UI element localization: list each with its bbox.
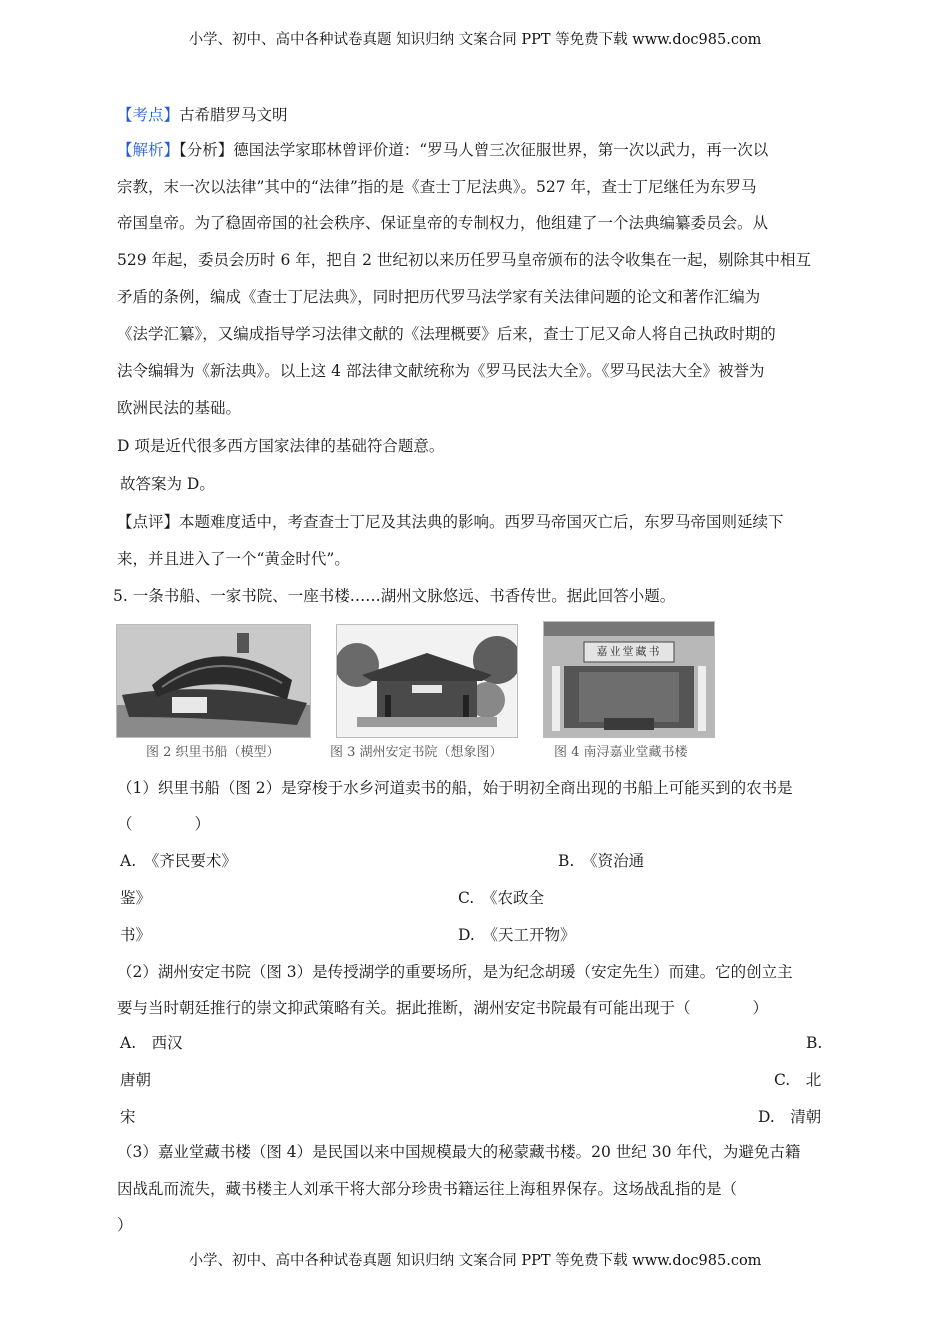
q1-option-d[interactable]: D. 《天工开物》 bbox=[458, 926, 576, 944]
figure-4-plaque-text: 嘉业堂藏书 bbox=[596, 645, 662, 658]
q1-option-c[interactable]: C. 《农政全 bbox=[458, 889, 544, 907]
q1-option-c-cont: 书》 bbox=[120, 926, 152, 944]
q2-stem-line-1: （2）湖州安定书院（图 3）是传授湖学的重要场所，是为纪念胡瑗（安定先生）而建。它的创立主 bbox=[117, 963, 793, 981]
d-option-note: D 项是近代很多西方国家法律的基础符合题意。 bbox=[117, 437, 445, 455]
page-footer: 小学、初中、高中各种试卷真题 知识归纳 文案合同 PPT 等免费下载 www.doc985.com bbox=[188, 1253, 762, 1269]
figure-3-academy-image bbox=[336, 624, 518, 738]
jiexi-line-1 bbox=[117, 139, 768, 161]
answer-line: 故答案为 D。 bbox=[120, 475, 215, 493]
q3-stem-line-3: ） bbox=[117, 1216, 133, 1234]
figure-2-caption: 图 2 织里书船（模型） bbox=[146, 745, 280, 760]
jiexi-line-2: 宗教，末一次以法律”其中的“法律”指的是《查士丁尼法典》。527 年，查士丁尼继任为东罗马 bbox=[117, 178, 757, 196]
jiexi-line-6: 《法学汇纂》，又编成指导学习法律文献的《法理概要》后来，查士丁尼又命人将自己执政时期的 bbox=[117, 325, 776, 343]
jiexi-line-5: 矛盾的条例，编成《查士丁尼法典》，同时把历代罗马法学家有关法律问题的论文和著作汇编为 bbox=[117, 288, 761, 306]
q1-option-b[interactable]: B. 《资治通 bbox=[558, 852, 645, 870]
kaodian-tag: 【考点】 bbox=[117, 106, 180, 124]
jiexi-line-3: 帝国皇帝。为了稳固帝国的社会秩序、保证皇帝的专制权力，他组建了一个法典编纂委员会。从 bbox=[117, 214, 769, 232]
q2-option-b-cont: 唐朝 bbox=[120, 1071, 152, 1089]
jiexi-text-0: 【分析】德国法学家耶林曾评价道：“罗马人曾三次征服世界，第一次以武力，再一次以 bbox=[179, 141, 769, 159]
figure-4-caption: 图 4 南浔嘉业堂藏书楼 bbox=[554, 745, 688, 760]
q2-option-c-cont: 宋 bbox=[120, 1108, 136, 1126]
dianping-line-1: 【点评】本题难度适中，考查查士丁尼及其法典的影响。西罗马帝国灭亡后，东罗马帝国则延续下 bbox=[117, 513, 784, 531]
jiexi-tag: 【解析】 bbox=[117, 141, 180, 159]
q3-stem-line-2: 因战乱而流失，藏书楼主人刘承干将大部分珍贵书籍运往上海租界保存。这场战乱指的是（ bbox=[117, 1180, 738, 1198]
q1-stem-line-1: （1）织里书船（图 2）是穿梭于水乡河道卖书的船，始于明初全商出现的书船上可能买到的农书是 bbox=[117, 779, 793, 797]
q3-stem-line-1: （3）嘉业堂藏书楼（图 4）是民国以来中国规模最大的秘蒙藏书楼。20 世纪 30 年代，为避免古籍 bbox=[117, 1143, 801, 1161]
q2-stem-line-2: 要与当时朝廷推行的崇文抑武策略有关。据此推断，湖州安定书院最有可能出现于（ ） bbox=[117, 999, 769, 1017]
q1-option-b-cont: 鉴》 bbox=[120, 889, 152, 907]
kaodian-text: 古希腊罗马文明 bbox=[179, 106, 288, 124]
figure-2-book-boat-image bbox=[116, 624, 311, 738]
figure-4-library-image bbox=[543, 621, 715, 738]
jiexi-line-4: 529 年起，委员会历时 6 年，把自 2 世纪初以来历任罗马皇帝颁布的法令收集在一起，剔除其中相互 bbox=[117, 251, 811, 269]
jiexi-line-7: 法令编辑为《新法典》。以上这 4 部法律文献统称为《罗马民法大全》。《罗马民法大全》被誉为 bbox=[117, 362, 765, 380]
q2-option-c[interactable]: C. 北 bbox=[774, 1071, 822, 1089]
q2-option-b[interactable]: B. bbox=[806, 1034, 823, 1052]
q1-stem-line-2: （ ） bbox=[117, 815, 211, 833]
q1-option-a[interactable]: A. 《齐民要术》 bbox=[120, 852, 237, 870]
page-header: 小学、初中、高中各种试卷真题 知识归纳 文案合同 PPT 等免费下载 www.doc985.com bbox=[188, 32, 762, 48]
kaodian-line bbox=[117, 104, 288, 126]
question-5-stem: 5. 一条书船、一家书院、一座书楼……湖州文脉悠远、书香传世。据此回答小题。 bbox=[113, 587, 676, 605]
q2-option-d[interactable]: D. 清朝 bbox=[758, 1108, 822, 1126]
jiexi-line-8: 欧洲民法的基础。 bbox=[117, 399, 242, 417]
q2-option-a[interactable]: A. 西汉 bbox=[120, 1034, 183, 1052]
figure-3-caption: 图 3 湖州安定书院（想象图） bbox=[330, 745, 503, 760]
dianping-line-2: 来，并且进入了一个“黄金时代”。 bbox=[117, 550, 350, 568]
